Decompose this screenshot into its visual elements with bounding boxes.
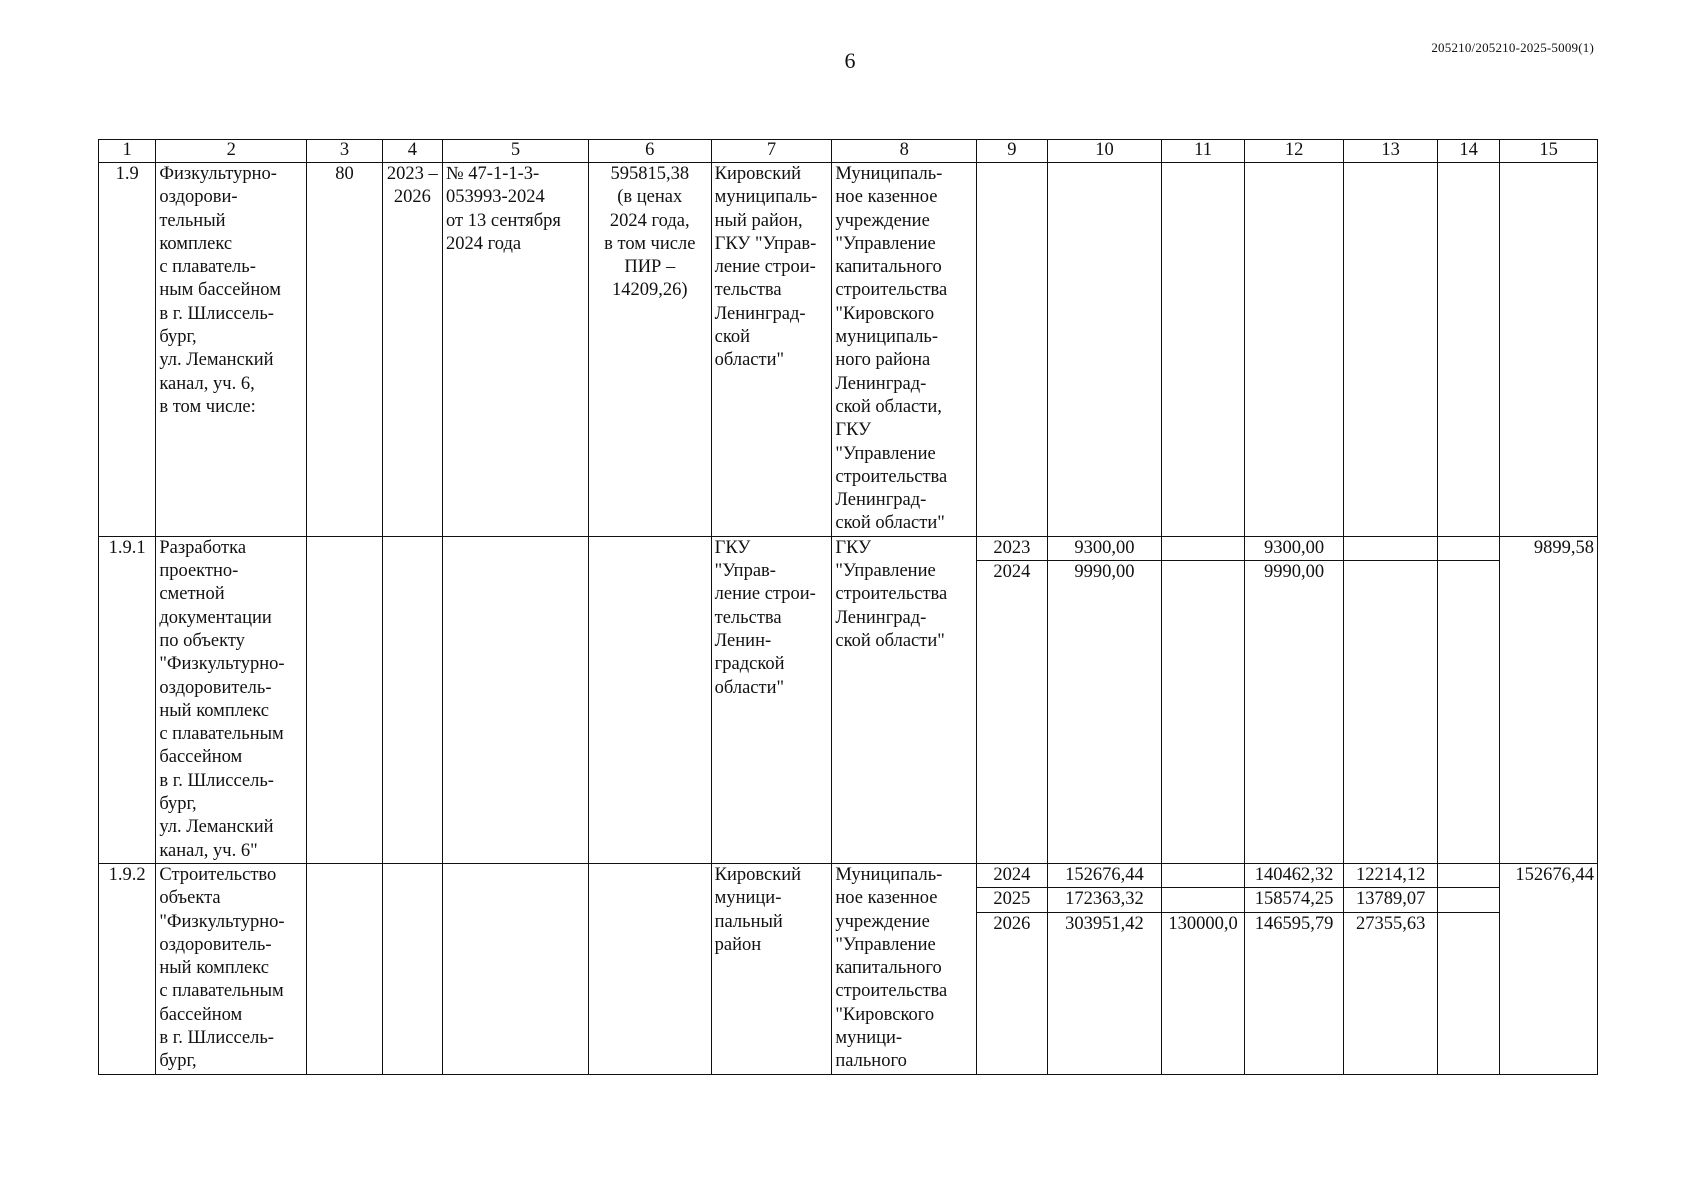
year-value: 2026 — [993, 913, 1031, 934]
local-value — [1344, 537, 1437, 561]
local-value — [1347, 561, 1434, 584]
column-number: 6 — [588, 140, 711, 163]
row-number: 1.9 — [99, 163, 156, 537]
customer-party: Муниципаль- ное казенное учреждение "Управление капитального строительства "Кировского муници- пального — [835, 864, 948, 1072]
column-number: 3 — [307, 140, 382, 163]
other-value — [1438, 864, 1499, 888]
column-number: 4 — [382, 140, 442, 163]
program-table — [98, 139, 1598, 1075]
year-value: 2023 — [977, 537, 1046, 561]
expertise-number: № 47-1-1-3- 053993-2024 от 13 сентября 2024 года — [446, 164, 561, 254]
federal-value — [1165, 561, 1240, 584]
year-value: 2024 — [977, 864, 1046, 888]
other-value — [1438, 888, 1499, 912]
column-number-row — [99, 140, 1598, 163]
other-value — [1441, 913, 1496, 936]
responsible-party: Кировский муници- пальный район — [714, 864, 802, 955]
other-value — [1438, 537, 1499, 561]
local-value: 12214,12 — [1344, 864, 1437, 888]
object-name: Разработка проектно- сметной документации по объекту "Физкультурно- оздоровитель- ный комплекс с плавательным бассейном в г. Шлиссель- бург, ул. Леманский канал, уч. 6" — [159, 537, 285, 861]
estimated-cost: 595815,38 (в ценах 2024 года, в том числе ПИР – 14209,26) — [604, 164, 696, 301]
column-number: 2 — [156, 140, 307, 163]
column-number: 11 — [1162, 140, 1244, 163]
completed-value: 9899,58 — [1500, 536, 1598, 863]
year-value: 2025 — [977, 888, 1046, 912]
column-number: 5 — [443, 140, 589, 163]
regional-value: 140462,32 — [1245, 864, 1344, 888]
total-value: 152676,44 — [1048, 864, 1162, 888]
total-value: 303951,42 — [1065, 913, 1144, 934]
federal-value — [1162, 537, 1243, 561]
completed-value: 152676,44 — [1500, 863, 1598, 1074]
period-value: 2023 – 2026 — [386, 164, 438, 208]
column-number: 9 — [977, 140, 1047, 163]
regional-value: 9990,00 — [1264, 562, 1325, 583]
row-number: 1.9.1 — [99, 536, 156, 863]
total-value: 9990,00 — [1074, 562, 1135, 583]
column-number: 12 — [1244, 140, 1344, 163]
page-number: 6 — [844, 48, 856, 73]
year-value: 2024 — [993, 562, 1031, 583]
local-value: 27355,63 — [1355, 913, 1426, 934]
federal-value — [1162, 864, 1243, 888]
regional-value: 146595,79 — [1254, 913, 1334, 934]
total-value: 172363,32 — [1048, 888, 1162, 912]
table-row — [99, 536, 1598, 863]
column-number: 15 — [1500, 140, 1598, 163]
federal-value — [1162, 888, 1243, 912]
document-id: 205210/205210-2025-5009(1) — [1431, 40, 1594, 55]
customer-party: ГКУ "Управление строительства Ленинград- ской области" — [835, 537, 948, 651]
total-value: 9300,00 — [1048, 537, 1162, 561]
customer-party: Муниципаль- ное казенное учреждение "Управление капитального строительства "Кировского муниципаль- ного района Ленинград- ской области, ГКУ "Управление строительства Ленинград- ской области" — [835, 164, 948, 534]
table-row — [99, 863, 1598, 1074]
object-name: Строительство объекта "Физкультурно- оздоровитель- ный комплекс с плавательным бассейном в г. Шлиссель- бург, — [159, 864, 285, 1072]
table-row — [99, 163, 1598, 537]
column-number: 10 — [1047, 140, 1162, 163]
federal-value: 130000,0 — [1168, 913, 1238, 934]
row-number: 1.9.2 — [99, 863, 156, 1074]
regional-value: 158574,25 — [1245, 888, 1344, 912]
column-number: 1 — [99, 140, 156, 163]
column-number: 13 — [1344, 140, 1438, 163]
responsible-party: ГКУ "Управ- ление строи- тельства Ленин- градской области" — [714, 537, 816, 698]
responsible-party: Кировский муниципаль- ный район, ГКУ "Управ- ление строи- тельства Ленинград- ской области" — [714, 164, 818, 371]
column-number: 8 — [832, 140, 977, 163]
column-number: 7 — [711, 140, 832, 163]
regional-value: 9300,00 — [1245, 537, 1344, 561]
other-value — [1441, 561, 1496, 584]
object-name: Физкультурно- оздорови- тельный комплекс с плаватель- ным бассейном в г. Шлиссель- бург, ул. Леманский канал, уч. 6, в том числе: — [159, 164, 281, 417]
column-number: 14 — [1437, 140, 1499, 163]
capacity-value: 80 — [307, 163, 382, 537]
local-value: 13789,07 — [1344, 888, 1437, 912]
